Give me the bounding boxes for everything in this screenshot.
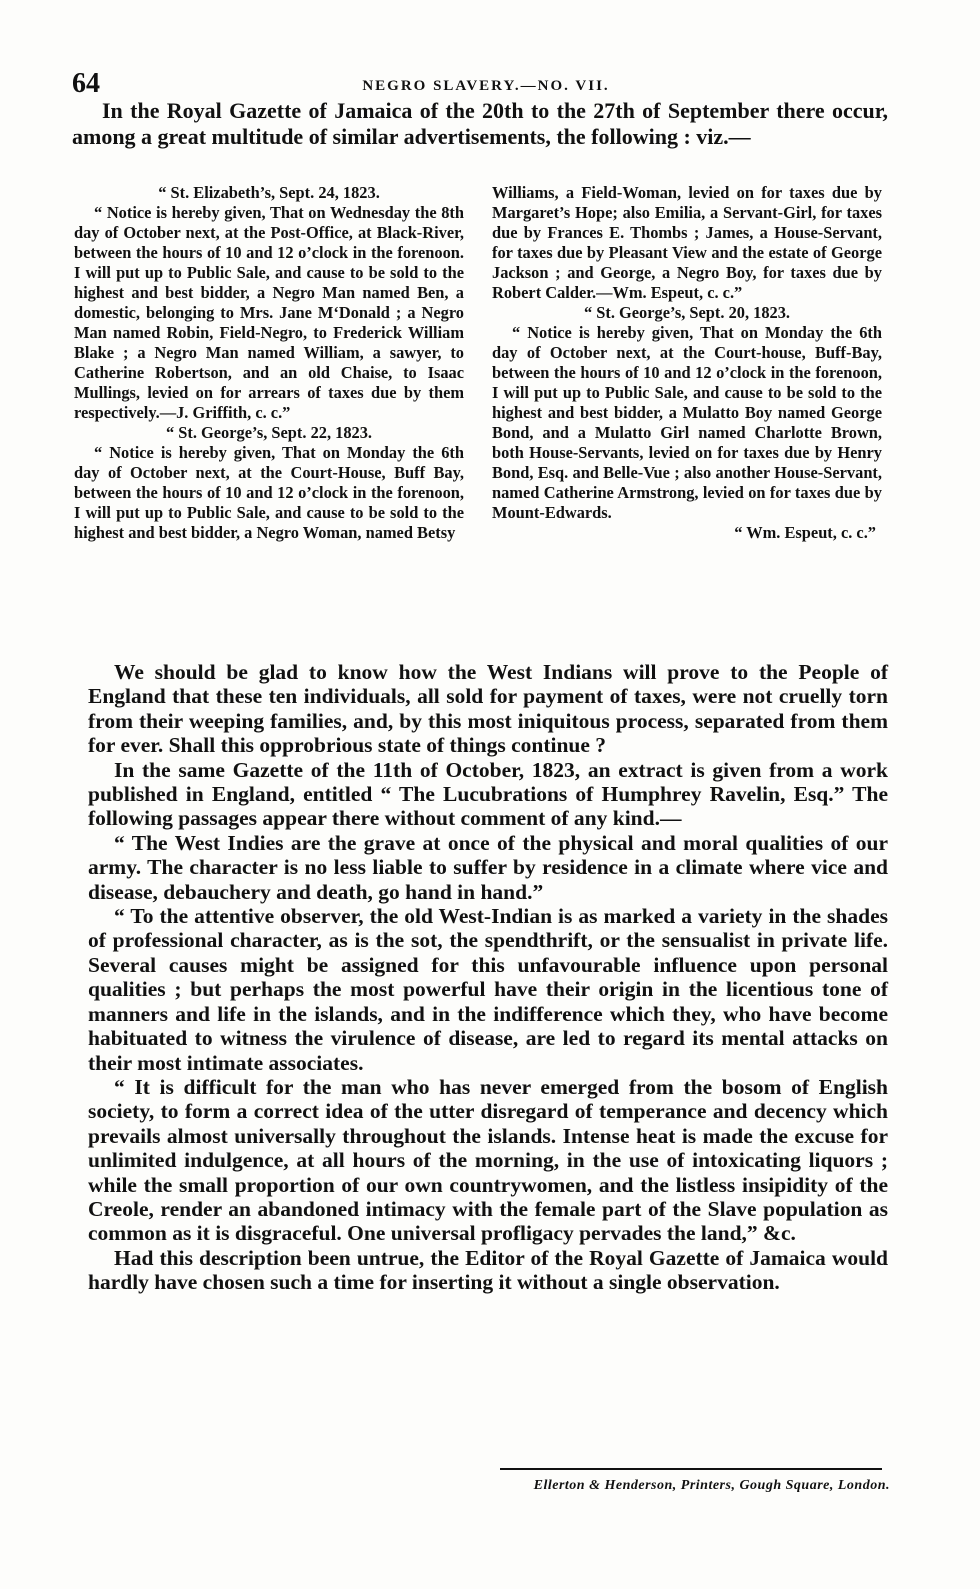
notice-2-continued: Williams, a Field-Woman, levied on for taxes due by Margaret’s Hope; also Emilia, a Servant-Girl, for taxes due by Frances E. Thombs ; James, a House-Servant, for taxes due by Pleasant View and the estate of George Jackson ; and George, a Negro Boy, for taxes due by Robert Calder.—Wm. Espeut, c. c.”	[492, 183, 882, 302]
notice-3-dateline: “ St. George’s, Sept. 20, 1823.	[583, 303, 791, 322]
quote-1: “ The West Indies are the grave at once of the physical and moral qualities of our army. The character is no less liable to suffer by residence in a climate where vice and disease, debauchery and death, go hand in hand.”	[88, 830, 888, 904]
notice-1-body: “ Notice is hereby given, That on Wednesday the 8th day of October next, at the Post-Office, at Black-River, between the hours of 10 and 12 o’clock in the forenoon. I will put up to Public Sale, and cause to be sold to the highest and best bidder, a Negro Man named Ben, a domestic, belonging to Mrs. Jane M‘Donald ; a Negro Man named Robin, Field-Negro, to Frederick William Blake ; a Negro Man named William, a sawyer, to Catherine Robertson, and an old Chaise, to Isaac Mullings, levied on for arrears of taxes due by them respectively.—J. Griffith, c. c.”	[74, 203, 464, 422]
main-body	[88, 660, 888, 1295]
body-paragraph-3: Had this description been untrue, the Editor of the Royal Gazette of Jamaica would hardly have chosen such a time for inserting it without a single observation.	[88, 1245, 888, 1295]
notice-1-dateline: “ St. Elizabeth’s, Sept. 24, 1823.	[158, 183, 380, 202]
right-column	[492, 183, 882, 543]
notice-2-body: “ Notice is hereby given, That on Monday the 6th day of October next, at the Court-House, Buff Bay, between the hours of 10 and 12 o’clock in the forenoon, I will put up to Public Sale, and cause to be sold to the highest and best bidder, a Negro Woman, named Betsy	[74, 443, 464, 542]
body-paragraph-2: In the same Gazette of the 11th of October, 1823, an extract is given from a work published in England, entitled “ The Lucubrations of Humphrey Ravelin, Esq.” The following passages appear there without comment of any kind.—	[88, 757, 888, 831]
running-title: NEGRO SLAVERY.—NO. VII.	[362, 78, 610, 94]
left-column	[74, 183, 464, 543]
page-number: 64	[72, 68, 100, 99]
printer-imprint: Ellerton & Henderson, Printers, Gough Square, London.	[533, 1478, 890, 1493]
intro-paragraph: In the Royal Gazette of Jamaica of the 20th to the 27th of September there occur, among a great multitude of similar advertisements, the following : viz.—	[72, 98, 888, 149]
body-paragraph-1: We should be glad to know how the West Indians will prove to the People of England that these ten individuals, all sold for payment of taxes, were not cruelly torn from their weeping families, and, by this most iniquitous process, separated from them for ever. Shall this opprobrious state of things continue ?	[88, 660, 888, 758]
quote-2: “ To the attentive observer, the old West-Indian is as marked a variety in the shades of professional character, as is the sot, the spendthrift, or the sensualist in private life. Several causes might be assigned for this unfavourable influence upon personal qualities ; but perhaps the most powerful have their origin in the licentious tone of manners and life in the islands, and in the indifference which they, who have become habituated to witness the virulence of disease, are led to regard its mental attacks on their most intimate associates.	[88, 904, 888, 1075]
notice-2-dateline: “ St. George’s, Sept. 22, 1823.	[165, 423, 373, 442]
quote-3: “ It is difficult for the man who has never emerged from the bosom of English society, to form a correct idea of the utter disregard of temperance and decency which prevails almost universally throughout the islands. Intense heat is made the excuse for unlimited indulgence, at all hours of the morning, in the use of intoxicating liquors ; while the small proportion of our own countrywomen, and the listless insipidity of the Creole, render an abandoned intimacy with the female part of the Slave population as common as it is disgraceful. One universal profligacy pervades the land,” &c.	[88, 1074, 888, 1246]
footer-rule	[500, 1468, 882, 1470]
notice-3-signature: “ Wm. Espeut, c. c.”	[734, 523, 876, 542]
notice-3-body: “ Notice is hereby given, That on Monday the 6th day of October next, at the Court-house, Buff-Bay, between the hours of 10 and 12 o’clock in the forenoon, I will put up to Public Sale, and cause to be sold to the highest and best bidder, a Mulatto Boy named George Bond, and a Mulatto Girl named Charlotte Brown, both House-Servants, levied on for taxes due by Henry Bond, Esq. and Belle-Vue ; also another House-Servant, named Catherine Armstrong, levied on for taxes due by Mount-Edwards.	[492, 323, 882, 522]
